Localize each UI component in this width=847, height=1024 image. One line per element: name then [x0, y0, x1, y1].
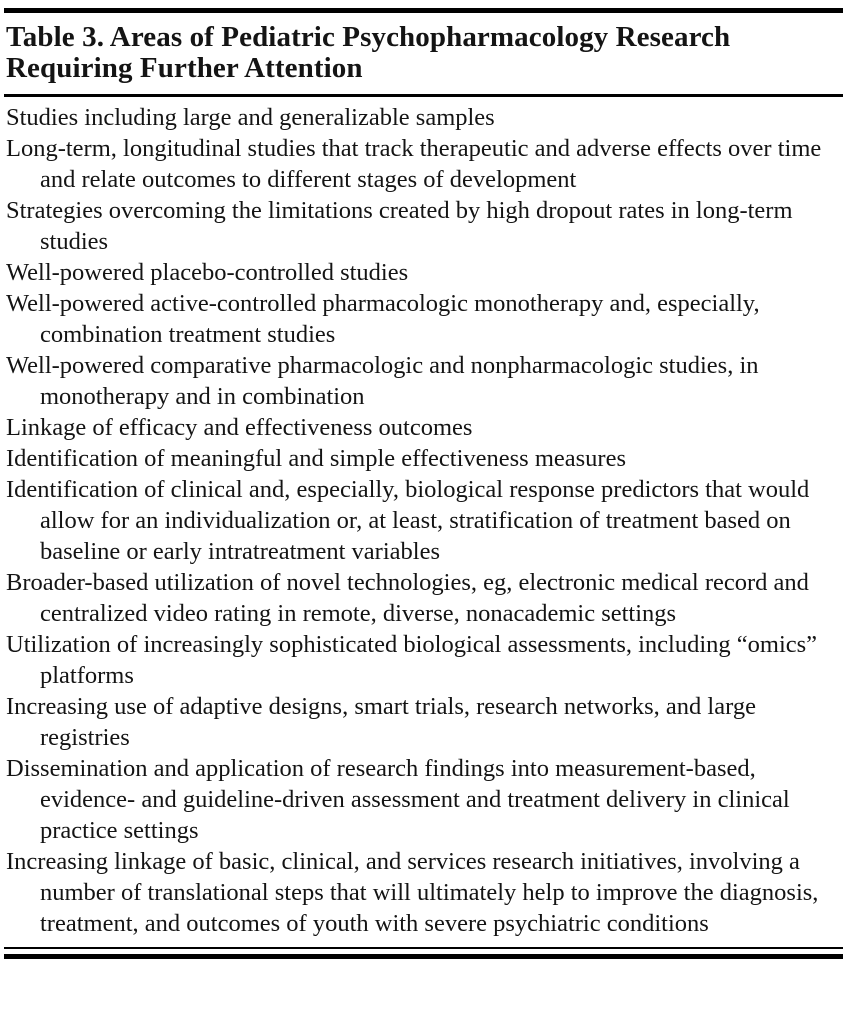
list-item: Linkage of efficacy and effectiveness outcomes [6, 414, 473, 441]
list-item: Well-powered comparative pharmacologic and nonpharmacologic studies, in monotherapy and in combination [6, 352, 759, 410]
list-item: Identification of meaningful and simple effectiveness measures [6, 445, 627, 472]
list-item: Well-powered active-controlled pharmacologic monotherapy and, especially, combination treatment studies [6, 290, 760, 348]
list-item: Utilization of increasingly sophisticated biological assessments, including “omics” platforms [6, 631, 818, 689]
list-item: Strategies overcoming the limitations created by high dropout rates in long-term studies [6, 197, 793, 255]
list-item: Long-term, longitudinal studies that track therapeutic and adverse effects over time and relate outcomes to different stages of development [6, 135, 822, 193]
table-bottom-rule [4, 947, 843, 959]
list-item: Well-powered placebo-controlled studies [6, 259, 409, 286]
list-item: Identification of clinical and, especially, biological response predictors that would allow for an individualization or, at least, stratification of treatment based on baseline or early intratreatment variables [6, 476, 810, 565]
list-item: Dissemination and application of research findings into measurement-based, evidence- and guideline-driven assessment and treatment delivery in clinical practice settings [6, 755, 790, 844]
list-item: Increasing linkage of basic, clinical, and services research initiatives, involving a number of translational steps that will ultimately help to improve the diagnosis, treatment, and outcomes of youth with severe psychiatric conditions [6, 848, 819, 937]
table-title: Table 3. Areas of Pediatric Psychopharmacology Research Requiring Further Attention [4, 13, 843, 97]
list-item: Studies including large and generalizable samples [6, 104, 495, 131]
table-3 [4, 8, 843, 959]
list-item: Increasing use of adaptive designs, smart trials, research networks, and large registries [6, 693, 756, 751]
list-item: Broader-based utilization of novel technologies, eg, electronic medical record and centralized video rating in remote, diverse, nonacademic settings [6, 569, 809, 627]
table-body [4, 97, 843, 947]
